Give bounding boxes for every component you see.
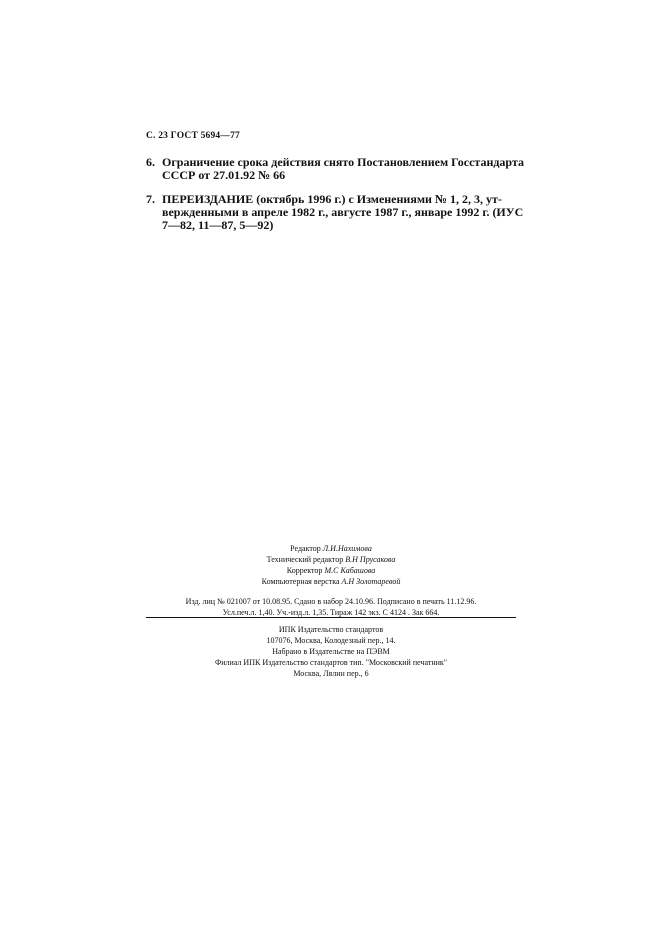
note-item-7: [146, 192, 524, 232]
item-text-line: ПЕРЕИЗДАНИЕ (октябрь 1996 г.) с Изменениями № 1, 2, 3, ут-: [162, 192, 502, 206]
publisher-block: [146, 624, 516, 679]
publisher-line: 107076, Москва, Колодезный пер., 14.: [266, 636, 396, 645]
publisher-line: Набрано в Издательстве на ПЭВМ: [272, 647, 390, 656]
publisher-line: ИПК Издательство стандартов: [278, 625, 384, 634]
item-text-line: 7—82, 11—87, 5—92): [162, 218, 274, 232]
credit-line: [146, 565, 516, 576]
credit-line: [146, 554, 516, 565]
credit-role: Технический редактор: [266, 555, 346, 564]
credit-person: В.Н Прусакова: [345, 555, 396, 564]
item-text-line: вержденными в апреле 1982 г., августе 1987 г., январе 1992 г. (ИУС: [162, 205, 524, 219]
note-item-6: [146, 155, 524, 182]
credit-person: Л.И.Нахимова: [322, 544, 372, 553]
publisher-line: Москва, Лялин пер., 6: [293, 669, 369, 678]
divider-rule: [146, 617, 516, 618]
credit-role: Корректор: [286, 566, 325, 575]
item-number: 6.: [146, 155, 155, 169]
item-text-line: СССР от 27.01.92 № 66: [162, 168, 286, 182]
publisher-line: Филиал ИПК Издательство стандартов тип. "Московский печатник": [214, 658, 448, 667]
credits-block: [146, 543, 516, 587]
credit-line: [146, 543, 516, 554]
item-text-line: Ограничение срока действия снято Постановлением Госстандарта: [162, 155, 524, 169]
credit-person: А.Н Золотаревой: [341, 577, 401, 586]
credit-person: М.С Кабашова: [324, 566, 376, 575]
credit-line: [146, 576, 516, 587]
imprint-line: Усл.печ.л. 1,40. Уч.-изд.л. 1,35. Тираж 142 экз. С 4124 . Зак 664.: [222, 608, 440, 617]
imprint-line: Изд. лиц № 021007 от 10.08.95. Сдано в набор 24.10.96. Подписано в печать 11.12.96.: [185, 597, 477, 606]
credit-role: Редактор: [290, 544, 323, 553]
credit-role: Компьютерная верстка: [261, 577, 342, 586]
item-number: 7.: [146, 192, 155, 206]
running-head: С. 23 ГОСТ 5694—77: [146, 131, 240, 141]
imprint-block: [146, 596, 516, 618]
